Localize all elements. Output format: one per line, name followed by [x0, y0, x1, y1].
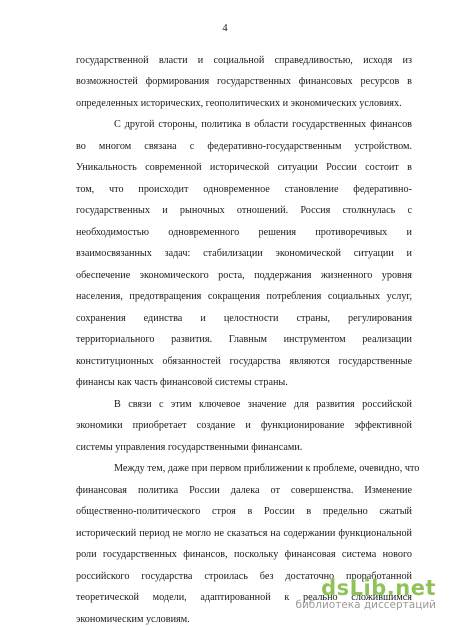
text-line: российского государства строилась без достаточно проработанной	[76, 571, 412, 582]
text-line: финансовая политика России далека от совершенства. Изменение	[76, 485, 412, 496]
text-line: роли государственных финансов, поскольку финансовая система нового	[76, 549, 412, 560]
text-line: экономики приобретает создание и функционирование эффективной	[76, 420, 412, 431]
text-line: населения, предотвращения сокращения потребления социальных услуг,	[76, 291, 412, 302]
text-line: исторический период не могло не сказаться на содержании функциональной	[76, 528, 412, 539]
text-line: государственной власти и социальной справедливостью, исходя из	[76, 55, 412, 66]
text-line: во многом связана с федеративно-государственным устройством.	[76, 141, 412, 152]
text-line: Между тем, даже при первом приближении к проблеме, очевидно, что	[114, 463, 420, 474]
text-line: общественно-политического строя в России в предельно сжатый	[76, 506, 412, 517]
text-line: том, что происходит одновременное становление федеративно-	[76, 184, 412, 195]
text-line: территориального развития. Главным инструментом реализации	[76, 334, 412, 345]
text-line: государственных и рыночных отношений. Россия столкнулась с	[76, 205, 412, 216]
page-number: 4	[222, 23, 228, 34]
text-line: финансы как часть финансовой системы страны.	[76, 377, 288, 388]
watermark-subtitle: библиотека диссертаций	[295, 599, 436, 611]
text-line: экономическим условиям.	[76, 614, 190, 625]
text-line: теоретической модели, адаптированной к реально сложившимся	[76, 592, 412, 603]
text-line: определенных исторических, геополитических и экономических условиях.	[76, 98, 402, 109]
text-line: возможностей формирования государственных финансовых ресурсов в	[76, 76, 412, 87]
text-line: сохранения единства и целостности страны, регулирования	[76, 313, 412, 324]
text-line: С другой стороны, политика в области государственных финансов	[114, 119, 412, 130]
text-line: конституционных обязанностей государства являются государственные	[76, 356, 412, 367]
text-line: системы управления государственными финансами.	[76, 442, 303, 453]
text-line: В связи с этим ключевое значение для развития российской	[114, 399, 412, 410]
text-line: взаимосвязанных задач: стабилизации экономической ситуации и	[76, 248, 412, 259]
watermark	[286, 576, 436, 612]
text-line: обеспечение экономического роста, поддержания жизненного уровня	[76, 270, 412, 281]
text-line: необходимостью одновременного решения противоречивых и	[76, 227, 412, 238]
watermark-logo: dsLib.net	[321, 576, 436, 600]
text-line: Уникальность современной исторической ситуации России состоит в	[76, 162, 412, 173]
